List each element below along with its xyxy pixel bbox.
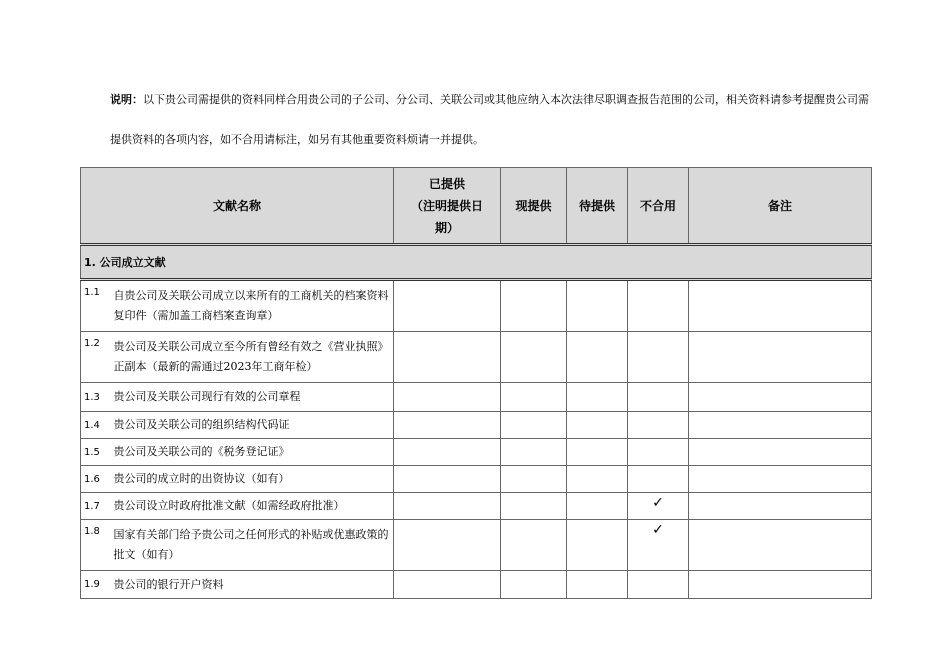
cell-provided[interactable] — [394, 280, 501, 332]
row-number: 1.5 — [81, 439, 112, 466]
cell-pending[interactable] — [567, 383, 628, 412]
header-provided-line1: 已提供 — [429, 176, 466, 191]
cell-not-applicable[interactable] — [628, 383, 689, 412]
row-number: 1.6 — [81, 466, 112, 493]
document-checklist-table — [80, 167, 872, 599]
row-description: 贵公司设立时政府批准文献（如需经政府批准） — [112, 493, 394, 520]
cell-pending[interactable] — [567, 280, 628, 332]
table-row — [81, 332, 872, 383]
cell-not-applicable[interactable] — [628, 439, 689, 466]
row-number: 1.4 — [81, 412, 112, 439]
intro-paragraph — [110, 80, 870, 160]
header-provided — [394, 168, 501, 245]
cell-now-provided[interactable] — [501, 520, 567, 571]
cell-now-provided[interactable] — [501, 280, 567, 332]
cell-remarks[interactable] — [689, 412, 872, 439]
row-description: 贵公司的银行开户资料 — [112, 571, 394, 599]
cell-pending[interactable] — [567, 412, 628, 439]
row-number: 1.9 — [81, 571, 112, 599]
cell-pending[interactable] — [567, 466, 628, 493]
row-number: 1.1 — [81, 280, 112, 332]
cell-pending[interactable] — [567, 439, 628, 466]
section-row — [81, 245, 872, 280]
header-not-applicable: 不合用 — [628, 168, 689, 245]
row-description: 贵公司及关联公司的组织结构代码证 — [112, 412, 394, 439]
cell-remarks[interactable] — [689, 383, 872, 412]
row-description: 贵公司及关联公司的《税务登记证》 — [112, 439, 394, 466]
cell-provided[interactable] — [394, 493, 501, 520]
cell-now-provided[interactable] — [501, 439, 567, 466]
cell-not-applicable[interactable] — [628, 571, 689, 599]
cell-not-applicable[interactable]: ✓ — [628, 493, 689, 520]
cell-remarks[interactable] — [689, 520, 872, 571]
cell-now-provided[interactable] — [501, 412, 567, 439]
table-header-row — [81, 168, 872, 245]
row-number: 1.2 — [81, 332, 112, 383]
cell-not-applicable[interactable] — [628, 280, 689, 332]
cell-now-provided[interactable] — [501, 332, 567, 383]
cell-remarks[interactable] — [689, 571, 872, 599]
table-row — [81, 520, 872, 571]
cell-provided[interactable] — [394, 383, 501, 412]
cell-provided[interactable] — [394, 412, 501, 439]
cell-remarks[interactable] — [689, 439, 872, 466]
table-row — [81, 439, 872, 466]
row-description: 国家有关部门给予贵公司之任何形式的补贴或优惠政策的批文（如有） — [112, 520, 394, 571]
cell-not-applicable[interactable] — [628, 412, 689, 439]
table-row — [81, 466, 872, 493]
cell-pending[interactable] — [567, 332, 628, 383]
table-row — [81, 412, 872, 439]
intro-text: 以下贵公司需提供的资料同样合用贵公司的子公司、分公司、关联公司或其他应纳入本次法律尽职调查报告范围的公司，相关资料请参考提醒贵公司需提供资料的各项内容，如不合用请标注，如另有其他重要资料烦请一并提供。 — [110, 93, 869, 146]
cell-now-provided[interactable] — [501, 466, 567, 493]
cell-provided[interactable] — [394, 571, 501, 599]
header-document-name: 文献名称 — [81, 168, 394, 245]
row-description: 自贵公司及关联公司成立以来所有的工商机关的档案资料复印件（需加盖工商档案查询章） — [112, 280, 394, 332]
cell-provided[interactable] — [394, 332, 501, 383]
row-number: 1.8 — [81, 520, 112, 571]
cell-remarks[interactable] — [689, 280, 872, 332]
cell-remarks[interactable] — [689, 332, 872, 383]
cell-pending[interactable] — [567, 571, 628, 599]
header-provided-line2: （注明提供日 — [411, 198, 484, 213]
cell-provided[interactable] — [394, 439, 501, 466]
row-description: 贵公司及关联公司现行有效的公司章程 — [112, 383, 394, 412]
row-description: 贵公司及关联公司成立至今所有曾经有效之《营业执照》正副本（最新的需通过2023年工商年检） — [112, 332, 394, 383]
cell-remarks[interactable] — [689, 493, 872, 520]
cell-provided[interactable] — [394, 466, 501, 493]
cell-provided[interactable] — [394, 520, 501, 571]
header-remarks: 备注 — [689, 168, 872, 245]
cell-now-provided[interactable] — [501, 383, 567, 412]
cell-remarks[interactable] — [689, 466, 872, 493]
table-row — [81, 493, 872, 520]
cell-not-applicable[interactable] — [628, 466, 689, 493]
cell-now-provided[interactable] — [501, 493, 567, 520]
header-pending: 待提供 — [567, 168, 628, 245]
header-provided-line3: 期） — [435, 220, 460, 235]
cell-pending[interactable] — [567, 520, 628, 571]
row-number: 1.7 — [81, 493, 112, 520]
table-row — [81, 571, 872, 599]
cell-now-provided[interactable] — [501, 571, 567, 599]
cell-pending[interactable] — [567, 493, 628, 520]
table-row — [81, 280, 872, 332]
header-now-provided: 现提供 — [501, 168, 567, 245]
cell-not-applicable[interactable]: ✓ — [628, 520, 689, 571]
table-row — [81, 383, 872, 412]
intro-label: 说明： — [110, 93, 143, 106]
cell-not-applicable[interactable] — [628, 332, 689, 383]
row-number: 1.3 — [81, 383, 112, 412]
row-description: 贵公司的成立时的出资协议（如有） — [112, 466, 394, 493]
section-title: 1. 公司成立文献 — [81, 245, 872, 280]
